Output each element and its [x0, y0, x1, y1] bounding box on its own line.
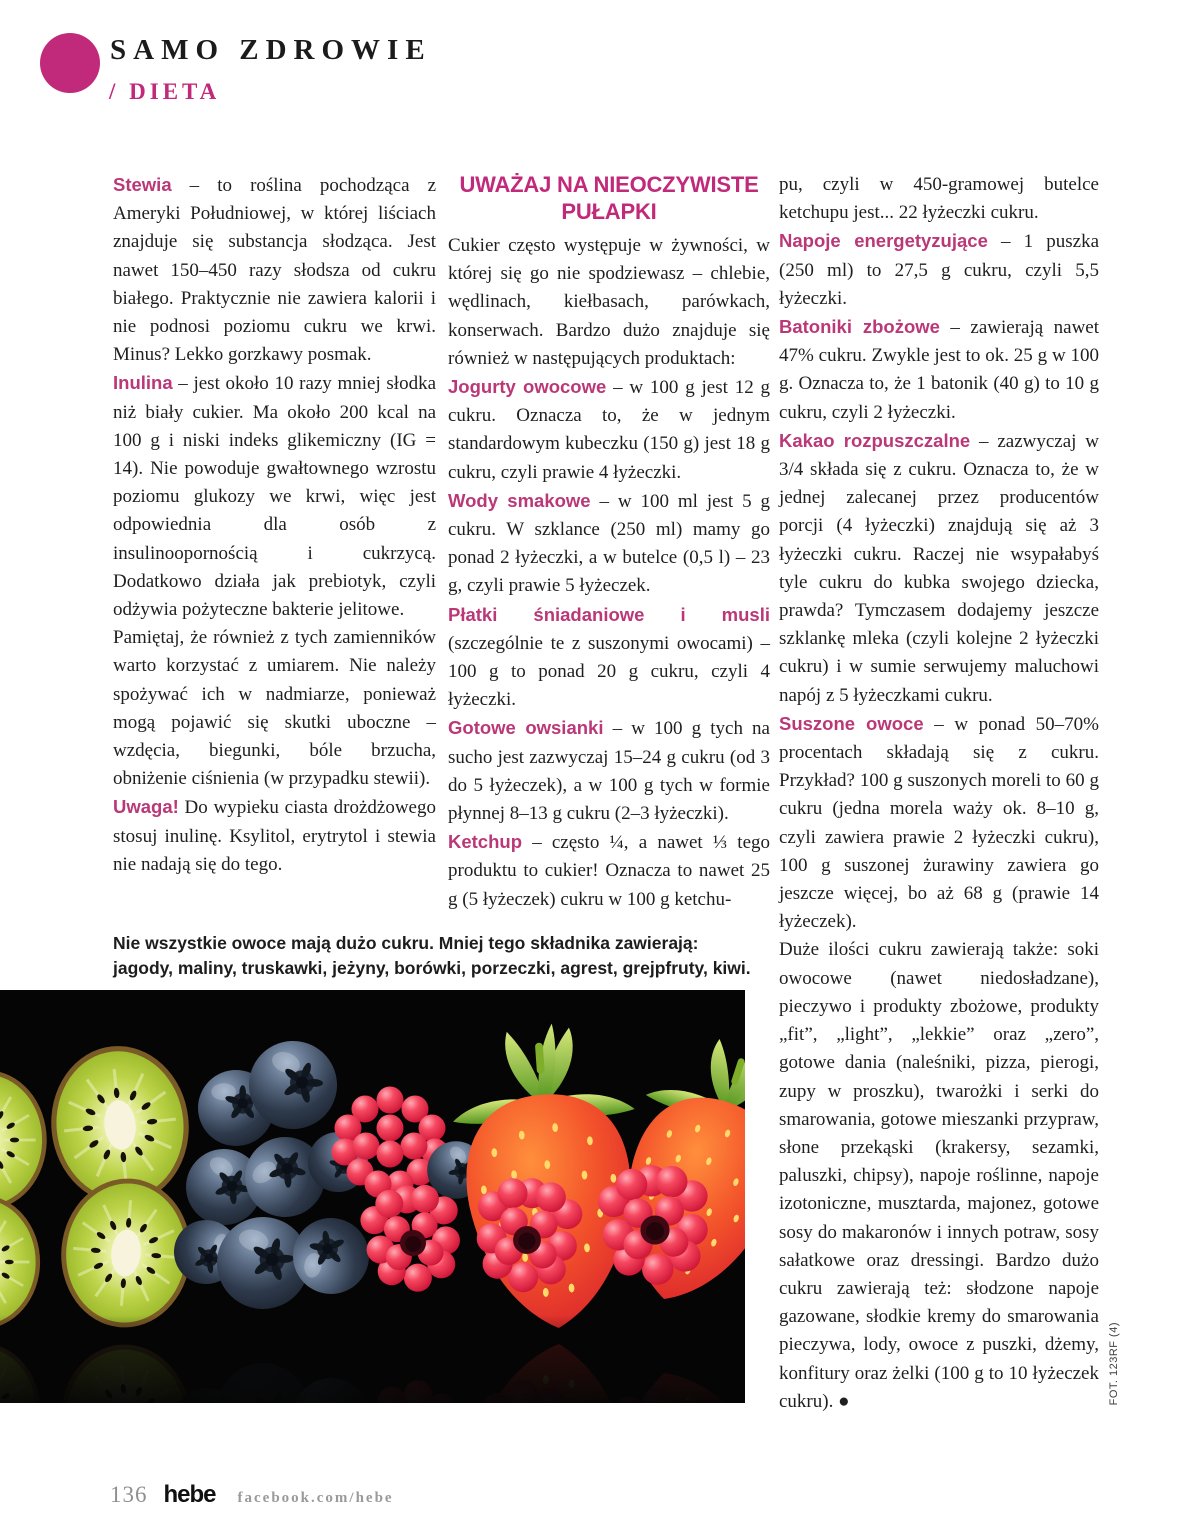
term-kakao: Kakao rozpuszczalne	[779, 429, 971, 451]
paragraph-wody	[448, 487, 770, 601]
paragraph-text: – w 100 g jest 12 g cukru. Oznacza to, że w jednym standardowym kubeczku (150 g) jest 18 g cukru, czyli prawie 4 łyżeczki.	[448, 377, 771, 483]
term-napoje: Napoje energetyzujące	[779, 230, 988, 252]
paragraph-text: Do wypieku ciasta drożdżowego stosuj inulinę. Ksylitol, erytrytol i stewia nie nadają się do tego.	[113, 797, 436, 875]
paragraph-text: pu, czyli w 450-gramowej butelce ketchupu jest... 22 łyżeczki cukru.	[779, 174, 1099, 224]
term-wody: Wody smakowe	[448, 489, 591, 511]
term-ketchup: Ketchup	[448, 831, 522, 853]
paragraph-ketchup-cont	[779, 171, 1099, 227]
section-dot-icon	[40, 33, 100, 93]
term-owsianki: Gotowe owsianki	[448, 717, 604, 739]
photo-caption-line1: Nie wszystkie owoce mają dużo cukru. Mniej tego składnika zawierają:	[113, 933, 699, 953]
paragraph-stewia	[113, 171, 436, 369]
paragraph-text: – w 100 ml jest 5 g cukru. W szklance (250 ml) mamy go ponad 2 łyżeczki, a w butelce (0,5 l) – 23 g, czyli prawie 5 łyżeczek.	[448, 490, 770, 597]
subsection-title: / DIETA	[109, 79, 221, 104]
paragraph-text: – zazwyczaj w 3/4 składa się z cukru. Oznacza to, że w jednej zalecanej przez producentów porcji (4 łyżeczki) znajdują się aż 3 łyżeczki cukru. Raczej nie wsypałabyś tyle cukru do kubka swojego dziecka, prawda? Tymczasem dodajemy jeszcze szklankę mleka (czyli kolejne 2 łyżeczki cukru) i w sumie serwujemy maluchowi napój z 5 łyżeczkami cukru.	[779, 430, 1099, 706]
term-jogurty: Jogurty owocowe	[448, 376, 607, 398]
paragraph-kakao	[779, 427, 1099, 710]
paragraph-text: – zawierają nawet 47% cukru. Zwykle jest to ok. 25 g w 100 g. Oznacza to, że 1 batonik (40 g) to 10 g cukru, czyli 2 łyżeczki.	[779, 317, 1100, 423]
facebook-link: facebook.com/hebe	[237, 1490, 394, 1506]
paragraph-jogurty	[448, 373, 770, 487]
page-footer	[110, 1481, 394, 1509]
paragraph-text: – często ¼, a nawet ⅓ tego produktu to cukier! Oznacza to nawet 25 g (5 łyżeczek) cukru w 100 g ketchu-	[448, 832, 771, 910]
paragraph-ketchup	[448, 828, 770, 914]
fruit-photo	[0, 990, 745, 1403]
paragraph-napoje	[779, 227, 1099, 313]
column-middle	[448, 171, 770, 914]
paragraph-text: Pamiętaj, że również z tych zamienników warto korzystać z umiarem. Nie należy spożywać ich w nadmiarze, ponieważ mogą pojawić się skutki uboczne – wzdęcia, biegunki, bóle brzucha, obniżenie ciśnienia (w przypadku stewii).	[113, 627, 436, 790]
paragraph-text: – w 100 g tych na sucho jest zazwyczaj 15–24 g cukru (od 3 do 5 łyżeczek), a w 100 g tych w formie płynnej 8–13 g cukru (2–3 łyżeczki).	[448, 718, 770, 825]
article-subheading: UWAŻAJ NA NIEOCZYWISTE PUŁAPKI	[459, 172, 759, 224]
term-suszone: Suszone owoce	[779, 712, 924, 734]
paragraph-text: Duże ilości cukru zawierają także: soki owocowe (nawet niedosładzane), pieczywo i produkty zbożowe, produkty „fit”, „light”, „lekkie” oraz „zero”, gotowe dania (naleśniki, pizza, pierogi, zupy w proszku), twarożki i serki do smarowania, gotowe mieszanki przypraw, słone przekąski (krakersy, sezamki, paluszki, chipsy), napoje roślinne, napoje izotoniczne, musztarda, majonez, gotowe sosy do makaronów i innych potraw, sosy sałatkowe oraz dressingi. Bardzo dużo cukru zawierają też: słodzone napoje gazowane, słodkie kremy do smarowania pieczywa, lody, owoce z puszki, dżemy, konfitury oraz żelki (100 g to 10 łyżeczek cukru). ●	[779, 939, 1099, 1412]
paragraph-text: – 1 puszka (250 ml) to 27,5 g cukru, czyli 5,5 łyżeczki.	[779, 231, 1100, 309]
paragraph-text: – jest około 10 razy mniej słodka niż biały cukier. Ma około 200 kcal na 100 g i niski indeks glikemiczny (IG = 14). Nie powoduje gwałtownego wzrostu poziomu glukozy we krwi, więc jest odpowiednia dla osób z insulinoopornością i cukrzycą. Dodatkowo działa jak prebiotyk, czyli odżywia pożyteczne bakterie jelitowe.	[113, 373, 437, 621]
photo-credit: FOT. 123RF (4)	[1108, 1322, 1120, 1406]
paragraph-suszone	[779, 710, 1099, 937]
hebe-logo: hebe	[163, 1481, 216, 1508]
paragraph-intro	[448, 232, 770, 373]
paragraph-inulina	[113, 369, 436, 624]
photo-caption-line2: jagody, maliny, truskawki, jeżyny, borówki, porzeczki, agrest, grejpfruty, kiwi.	[113, 958, 751, 978]
paragraph-text: (szczególnie te z suszonymi owocami) – 100 g to ponad 20 g cukru, czyli 4 łyżeczki.	[448, 632, 770, 711]
term-uwaga: Uwaga!	[113, 796, 179, 818]
section-title: SAMO ZDROWIE	[110, 34, 432, 66]
term-platki: Płatki śniadaniowe i musli	[448, 603, 770, 625]
paragraph-text: Cukier często występuje w żywności, w której się go nie spodziewasz – chlebie, wędlinach, kiełbasach, parówkach, konserwach. Bardzo dużo znajduje się również w następujących produktach:	[448, 235, 770, 369]
term-batoniki: Batoniki zbożowe	[779, 316, 940, 338]
term-inulina: Inulina	[113, 372, 173, 394]
page-number: 136	[110, 1482, 148, 1507]
term-stewia: Stewia	[113, 174, 172, 195]
paragraph-uwaga	[113, 793, 436, 879]
photo-caption	[113, 931, 793, 981]
paragraph-batoniki	[779, 313, 1099, 427]
paragraph-platki	[448, 601, 770, 715]
paragraph-duze-ilosci	[779, 936, 1099, 1415]
paragraph-pamietaj	[113, 624, 436, 793]
paragraph-owsianki	[448, 714, 770, 828]
paragraph-text: – to roślina pochodząca z Ameryki Południowej, w której liściach znajduje się substancja słodząca. Jest nawet 150–450 razy słodsza od cukru białego. Praktycznie nie zawiera kalorii i nie podnosi poziomu cukru we krwi. Minus? Lekko gorzkawy posmak.	[113, 175, 436, 366]
column-right	[779, 171, 1099, 1416]
paragraph-text: – w ponad 50–70% procentach składają się z cukru. Przykład? 100 g suszonych moreli to 60 g cukru (jedna morela waży ok. 8–10 g, czyli zawiera prawie 2 łyżeczki cukru), 100 g suszonej żurawiny zawiera go jeszcze więcej, bo aż 68 g (prawie 14 łyżeczek).	[779, 713, 1100, 933]
column-left	[113, 171, 436, 879]
